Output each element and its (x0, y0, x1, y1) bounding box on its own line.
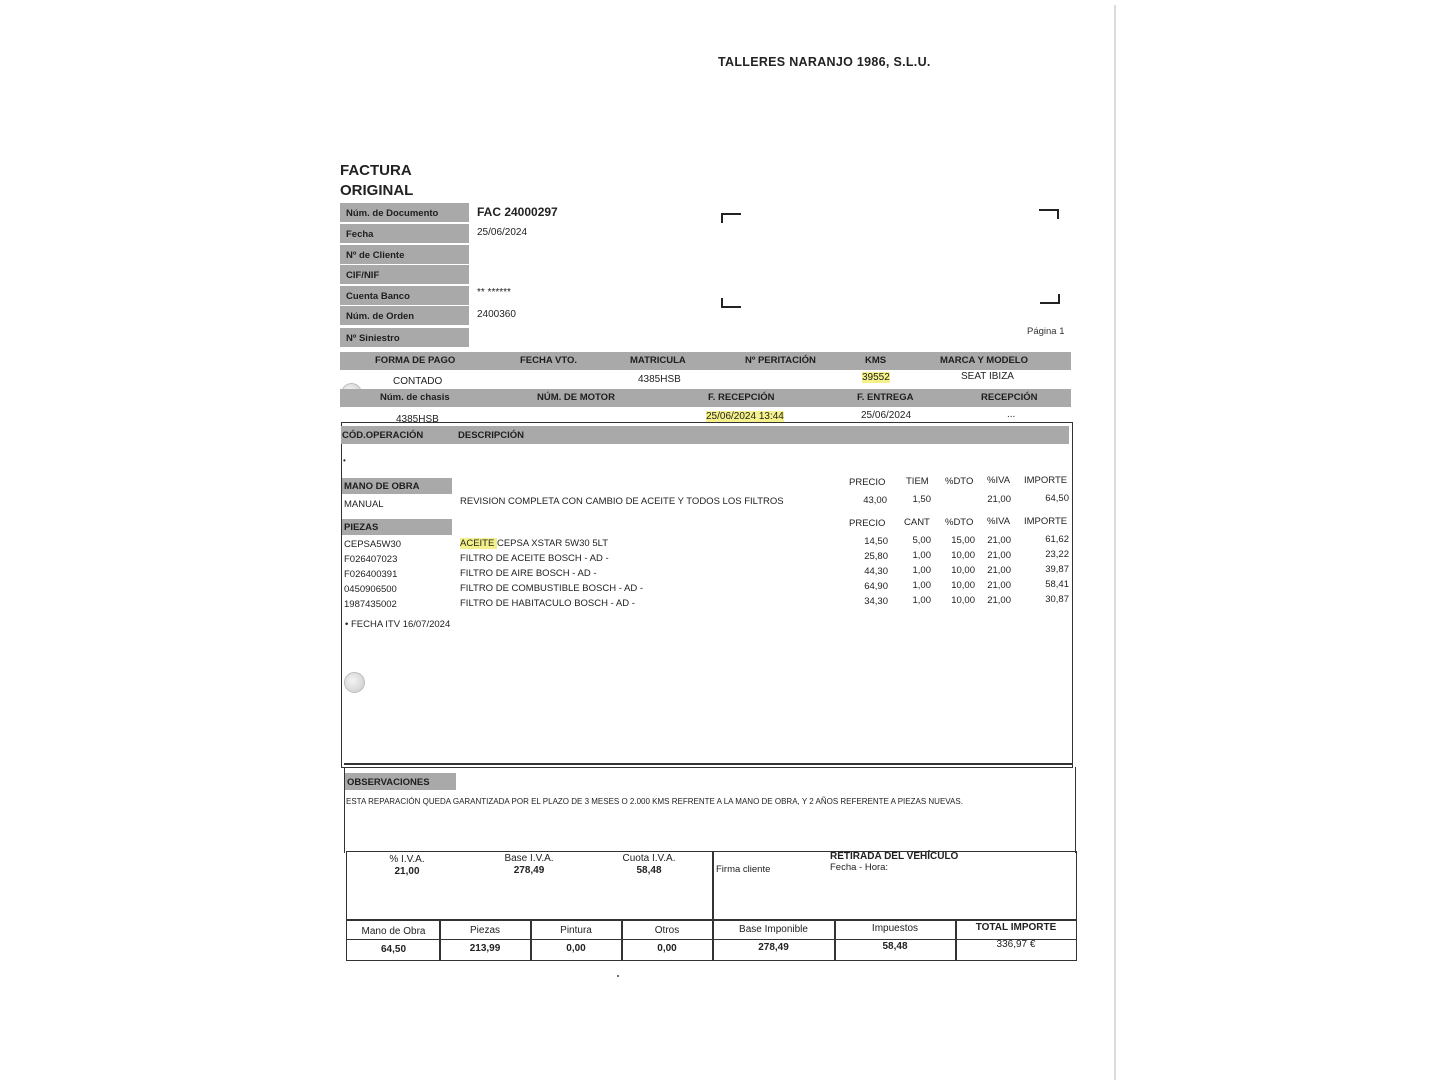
labor-row-code: MANUAL (344, 499, 384, 510)
header-f-recepcion: F. RECEPCIÓN (708, 392, 775, 403)
address-corner-bottom-right (1040, 294, 1060, 304)
labor-row-importe: 64,50 (1045, 493, 1069, 504)
summary-label-piezas: Piezas (469, 925, 500, 936)
header-peritacion: Nº PERITACIÓN (745, 355, 816, 366)
parts-row-iva: 21,00 (987, 535, 1011, 546)
observations-text: ESTA REPARACIÓN QUEDA GARANTIZADA POR EL PLAZO DE 3 MESES O 2.000 KMS REFRENTE A LA MANO DE OBRA, Y 2 AÑOS REFERENTE A PIEZAS NUEVAS. (346, 797, 963, 806)
header-kms: KMS (865, 355, 887, 366)
vat-label-percent: % I.V.A. (389, 854, 425, 865)
parts-row-desc: FILTRO DE AIRE BOSCH - AD - (460, 568, 597, 579)
retirada-vehiculo-label: RETIRADA DEL VEHÍCULO (830, 851, 959, 862)
parts-row-desc-text: CEPSA XSTAR 5W30 5LT (496, 538, 609, 549)
vat-value-percent: 21,00 (394, 866, 420, 877)
parts-header-cant: CANT (904, 517, 930, 528)
parts-row-iva: 21,00 (987, 580, 1011, 591)
parts-row-precio: 34,30 (864, 596, 888, 607)
parts-row-desc: FILTRO DE ACEITE BOSCH - AD - (460, 553, 609, 564)
labor-header-precio: PRECIO (849, 477, 886, 488)
operations-header-bar (341, 426, 1069, 444)
parts-row-dto: 15,00 (951, 535, 975, 546)
value-marca-modelo: SEAT IBIZA (961, 371, 1014, 382)
parts-row-code: CEPSA5W30 (344, 539, 402, 550)
payment-header-bar (340, 352, 1071, 370)
parts-row-desc-highlight: ACEITE (460, 538, 497, 549)
firma-cliente-label: Firma cliente (716, 864, 771, 875)
parts-row-cant: 5,00 (912, 535, 931, 546)
value-bank-account: ** ****** (477, 287, 511, 298)
label-cif-nif: CIF/NIF (340, 265, 469, 284)
bullet-mark: • (343, 456, 346, 465)
parts-row-importe: 30,87 (1045, 594, 1069, 605)
page-number: Página 1 (1027, 326, 1065, 337)
parts-row-desc: FILTRO DE HABITACULO BOSCH - AD - (460, 598, 635, 609)
parts-row-dto: 10,00 (951, 595, 975, 606)
parts-row-iva: 21,00 (987, 565, 1011, 576)
summary-label-total: TOTAL IMPORTE (975, 922, 1057, 933)
section-piezas: PIEZAS (342, 519, 452, 535)
page-edge-shadow (1114, 5, 1116, 1080)
summary-value-otros: 0,00 (657, 943, 677, 954)
parts-row-code: 1987435002 (344, 599, 397, 610)
header-motor: NÚM. DE MOTOR (537, 392, 615, 403)
label-client-number: Nº de Cliente (340, 245, 469, 264)
labor-row-desc: REVISION COMPLETA CON CAMBIO DE ACEITE Y TODOS LOS FILTROS (460, 496, 784, 507)
header-f-entrega: F. ENTREGA (857, 392, 914, 403)
header-cod-operacion: CÓD.OPERACIÓN (342, 430, 424, 441)
label-bank-account: Cuenta Banco (340, 286, 469, 305)
parts-row-dto: 10,00 (951, 565, 975, 576)
header-chasis: Núm. de chasis (380, 392, 450, 403)
summary-value-piezas: 213,99 (469, 943, 501, 954)
parts-header-dto: %DTO (945, 517, 974, 528)
value-document-number: FAC 24000297 (477, 205, 558, 219)
value-recepcion: ... (1007, 409, 1016, 420)
parts-row-importe: 58,41 (1045, 579, 1069, 590)
value-chasis: 4385HSB (396, 414, 439, 425)
summary-value-pintura: 0,00 (566, 943, 586, 954)
document-title (340, 161, 413, 201)
value-date: 25/06/2024 (477, 227, 528, 238)
header-matricula: MATRICULA (630, 355, 686, 366)
label-document-number: Núm. de Documento (340, 203, 469, 222)
labor-row-iva: 21,00 (987, 494, 1011, 505)
vehicle-header-bar (340, 389, 1071, 407)
parts-row-precio: 64,90 (864, 581, 888, 592)
value-f-recepcion: 25/06/2024 13:44 (706, 411, 784, 422)
parts-header-iva: %IVA (987, 516, 1011, 527)
vat-value-base: 278,49 (513, 865, 545, 876)
address-corner-top-left (721, 213, 741, 223)
summary-value-mano-obra: 64,50 (380, 944, 407, 955)
header-fecha-vto: FECHA VTO. (520, 355, 578, 366)
header-marca-modelo: MARCA Y MODELO (940, 355, 1028, 366)
parts-row-dto: 10,00 (951, 580, 975, 591)
parts-row-precio: 14,50 (864, 536, 888, 547)
observations-divider (344, 763, 1073, 765)
address-corner-bottom-left (721, 298, 741, 308)
observations-label: OBSERVACIONES (345, 773, 456, 790)
parts-row-precio: 25,80 (864, 551, 888, 562)
parts-row-iva: 21,00 (987, 550, 1011, 561)
document-title-line2: ORIGINAL (340, 182, 414, 199)
label-order-number: Núm. de Orden (340, 306, 469, 325)
parts-header-precio: PRECIO (849, 518, 886, 529)
summary-value-total: 336,97 € (996, 939, 1036, 950)
parts-header-importe: IMPORTE (1024, 516, 1068, 527)
labor-header-dto: %DTO (945, 476, 974, 487)
section-mano-de-obra: MANO DE OBRA (342, 478, 452, 494)
header-recepcion: RECEPCIÓN (981, 392, 1038, 403)
summary-value-base-imponible: 278,49 (758, 942, 789, 953)
parts-row-cant: 1,00 (912, 550, 931, 561)
address-corner-top-right (1039, 209, 1059, 219)
parts-row-importe: 23,22 (1045, 549, 1069, 560)
parts-row-desc (460, 538, 608, 549)
parts-row-cant: 1,00 (912, 580, 931, 591)
labor-row-tiem: 1,50 (912, 494, 931, 505)
company-name: TALLERES NARANJO 1986, S.L.U. (718, 55, 931, 69)
parts-row-desc: FILTRO DE COMBUSTIBLE BOSCH - AD - (460, 583, 643, 594)
document-title-line1: FACTURA (340, 162, 412, 179)
label-claim-number: Nº Siniestro (340, 328, 469, 347)
summary-value-impuestos: 58,48 (882, 941, 908, 952)
summary-label-base-imponible: Base Imponible (739, 924, 808, 935)
header-forma-pago: FORMA DE PAGO (375, 355, 456, 366)
labor-header-tiem: TIEM (906, 476, 929, 487)
summary-label-pintura: Pintura (560, 925, 592, 936)
parts-row-code: F026400391 (344, 569, 398, 580)
parts-row-importe: 39,87 (1045, 564, 1069, 575)
value-kms: 39552 (862, 372, 890, 383)
labor-header-importe: IMPORTE (1024, 475, 1068, 486)
value-forma-pago: CONTADO (393, 376, 443, 387)
itv-note: • FECHA ITV 16/07/2024 (345, 619, 451, 630)
value-f-entrega: 25/06/2024 (861, 410, 912, 421)
parts-row-importe: 61,62 (1045, 534, 1069, 545)
label-date: Fecha (340, 224, 469, 243)
header-descripcion: DESCRIPCIÓN (458, 430, 524, 441)
value-order-number: 2400360 (477, 309, 516, 320)
parts-row-cant: 1,00 (912, 565, 931, 576)
labor-row-precio: 43,00 (863, 495, 887, 506)
vat-label-cuota: Cuota I.V.A. (622, 853, 676, 864)
value-matricula: 4385HSB (638, 374, 681, 385)
parts-row-precio: 44,30 (864, 566, 888, 577)
parts-row-dto: 10,00 (951, 550, 975, 561)
summary-label-otros: Otros (654, 925, 680, 936)
vat-value-cuota: 58,48 (636, 865, 662, 876)
scan-speck (617, 975, 619, 977)
parts-row-iva: 21,00 (987, 595, 1011, 606)
summary-label-mano-obra: Mano de Obra (361, 926, 426, 937)
parts-row-code: 0450906500 (344, 584, 397, 595)
signature-divider (712, 852, 714, 920)
summary-label-impuestos: Impuestos (871, 923, 919, 934)
parts-row-code: F026407023 (344, 554, 398, 565)
parts-row-cant: 1,00 (912, 595, 931, 606)
punch-hole (344, 672, 365, 693)
vat-label-base: Base I.V.A. (504, 853, 554, 864)
labor-header-iva: %IVA (987, 475, 1011, 486)
fecha-hora-label: Fecha - Hora: (830, 862, 889, 873)
